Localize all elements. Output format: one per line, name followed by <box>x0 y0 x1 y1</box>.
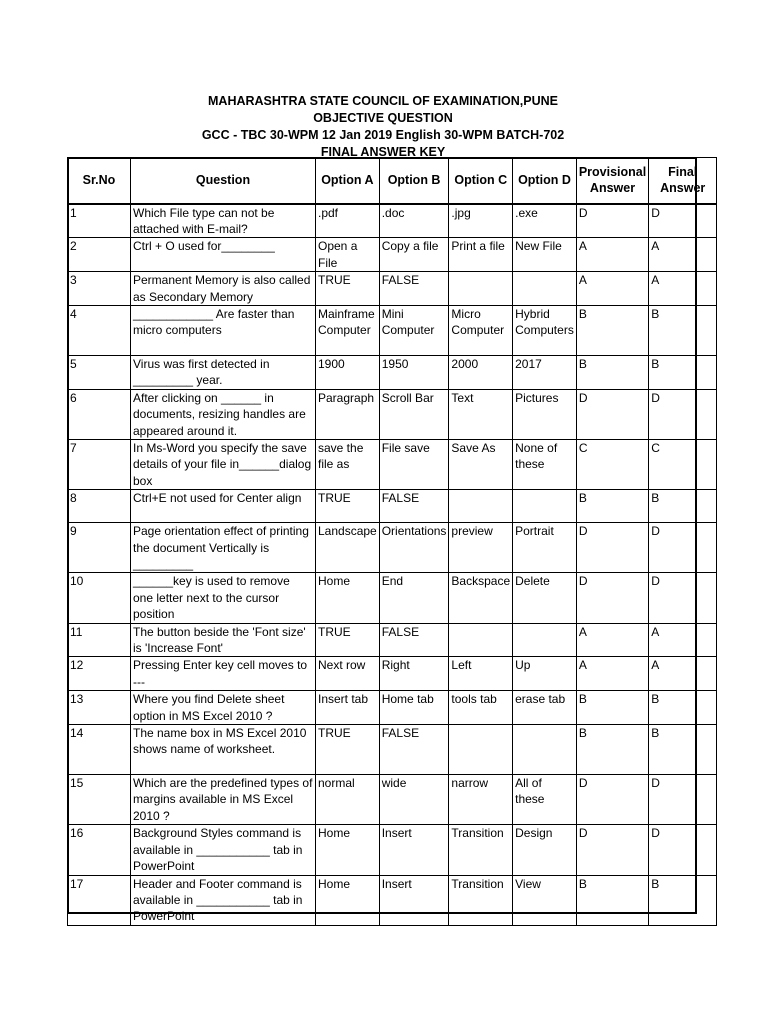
option-c-cell <box>449 272 513 306</box>
question-cell: Pressing Enter key cell moves to --- <box>131 657 316 691</box>
option-b-cell: File save <box>379 439 449 489</box>
table-header-row <box>68 158 717 204</box>
option-a-cell: normal <box>316 775 380 825</box>
option-d-cell <box>513 490 577 523</box>
col-provisional-header: Provisional Answer <box>576 158 648 204</box>
option-b-cell: Insert <box>379 825 449 875</box>
table-row <box>68 725 717 775</box>
col-sr-header: Sr.No <box>68 158 131 204</box>
option-b-cell: Home tab <box>379 691 449 725</box>
sr-cell: 2 <box>68 238 131 272</box>
provisional-answer-cell: A <box>576 238 648 272</box>
option-d-cell: 2017 <box>513 355 577 389</box>
exam-details: GCC - TBC 30-WPM 12 Jan 2019 English 30-WPM BATCH-702 <box>201 128 565 142</box>
question-cell: Ctrl + O used for________ <box>131 238 316 272</box>
question-cell: Ctrl+E not used for Center align <box>131 490 316 523</box>
final-answer-cell: B <box>649 490 717 523</box>
option-d-cell: New File <box>513 238 577 272</box>
option-c-cell <box>449 623 513 657</box>
sr-cell: 15 <box>68 775 131 825</box>
provisional-answer-cell: B <box>576 305 648 355</box>
sr-cell: 13 <box>68 691 131 725</box>
final-answer-cell: D <box>649 573 717 623</box>
table-row <box>68 439 717 489</box>
final-answer-cell: B <box>649 691 717 725</box>
provisional-answer-cell: B <box>576 691 648 725</box>
option-c-cell: Left <box>449 657 513 691</box>
option-d-cell <box>513 725 577 775</box>
table-row <box>68 691 717 725</box>
option-a-cell: Home <box>316 825 380 875</box>
option-b-cell: wide <box>379 775 449 825</box>
table-row <box>68 355 717 389</box>
option-a-cell: TRUE <box>316 623 380 657</box>
col-option-c-header: Option C <box>449 158 513 204</box>
table-row <box>68 657 717 691</box>
option-a-cell: .pdf <box>316 204 380 238</box>
provisional-answer-cell: D <box>576 825 648 875</box>
provisional-answer-cell: A <box>576 657 648 691</box>
option-a-cell: save the file as <box>316 439 380 489</box>
option-c-cell: preview <box>449 523 513 573</box>
question-cell: Background Styles command is available in ___________ tab in PowerPoint <box>131 825 316 875</box>
provisional-answer-cell: D <box>576 573 648 623</box>
sr-cell: 6 <box>68 389 131 439</box>
sr-cell: 11 <box>68 623 131 657</box>
provisional-answer-cell: B <box>576 725 648 775</box>
question-cell: Header and Footer command is available in ___________ tab in PowerPoint <box>131 875 316 925</box>
table-row <box>68 573 717 623</box>
option-d-cell: None of these <box>513 439 577 489</box>
table-row <box>68 490 717 523</box>
option-d-cell: .exe <box>513 204 577 238</box>
provisional-answer-cell: B <box>576 875 648 925</box>
option-d-cell: erase tab <box>513 691 577 725</box>
option-d-cell: Pictures <box>513 389 577 439</box>
option-d-cell: View <box>513 875 577 925</box>
provisional-answer-cell: D <box>576 523 648 573</box>
provisional-answer-cell: A <box>576 623 648 657</box>
table-row <box>68 389 717 439</box>
option-c-cell: Backspace <box>449 573 513 623</box>
option-d-cell: Portrait <box>513 523 577 573</box>
question-cell: Which File type can not be attached with E-mail? <box>131 204 316 238</box>
table-row <box>68 238 717 272</box>
option-b-cell: Orientations <box>379 523 449 573</box>
final-answer-cell: B <box>649 725 717 775</box>
sr-cell: 7 <box>68 439 131 489</box>
final-answer-cell: D <box>649 523 717 573</box>
table-row <box>68 272 717 306</box>
option-a-cell: Home <box>316 573 380 623</box>
option-a-cell: Open a File <box>316 238 380 272</box>
option-d-cell <box>513 272 577 306</box>
option-a-cell: TRUE <box>316 725 380 775</box>
question-cell: Where you find Delete sheet option in MS Excel 2010 ? <box>131 691 316 725</box>
option-a-cell: TRUE <box>316 272 380 306</box>
option-a-cell: Landscape <box>316 523 380 573</box>
table-row <box>68 305 717 355</box>
option-b-cell: FALSE <box>379 272 449 306</box>
option-c-cell: Print a file <box>449 238 513 272</box>
question-cell: The button beside the 'Font size' is 'Increase Font' <box>131 623 316 657</box>
final-answer-cell: A <box>649 272 717 306</box>
option-b-cell: 1950 <box>379 355 449 389</box>
question-cell: In Ms-Word you specify the save details of your file in______dialog box <box>131 439 316 489</box>
option-b-cell: .doc <box>379 204 449 238</box>
question-cell: After clicking on ______ in documents, resizing handles are appeared around it. <box>131 389 316 439</box>
col-option-d-header: Option D <box>513 158 577 204</box>
provisional-answer-cell: D <box>576 775 648 825</box>
option-a-cell: Insert tab <box>316 691 380 725</box>
option-b-cell: Mini Computer <box>379 305 449 355</box>
final-answer-cell: B <box>649 355 717 389</box>
question-cell: Permanent Memory is also called as Secondary Memory <box>131 272 316 306</box>
option-c-cell <box>449 725 513 775</box>
question-cell: ____________ Are faster than micro computers <box>131 305 316 355</box>
sr-cell: 10 <box>68 573 131 623</box>
option-c-cell: Transition <box>449 825 513 875</box>
option-c-cell: .jpg <box>449 204 513 238</box>
sr-cell: 5 <box>68 355 131 389</box>
option-a-cell: Mainframe Computer <box>316 305 380 355</box>
option-c-cell: tools tab <box>449 691 513 725</box>
final-answer-cell: C <box>649 439 717 489</box>
option-b-cell: Copy a file <box>379 238 449 272</box>
col-option-a-header: Option A <box>316 158 380 204</box>
option-c-cell: Transition <box>449 875 513 925</box>
option-c-cell: Micro Computer <box>449 305 513 355</box>
question-cell: Which are the predefined types of margins available in MS Excel 2010 ? <box>131 775 316 825</box>
option-b-cell: Scroll Bar <box>379 389 449 439</box>
option-a-cell: TRUE <box>316 490 380 523</box>
col-option-b-header: Option B <box>379 158 449 204</box>
option-b-cell: Right <box>379 657 449 691</box>
council-title: MAHARASHTRA STATE COUNCIL OF EXAMINATION,PUNE <box>208 94 558 108</box>
final-answer-cell: D <box>649 825 717 875</box>
option-a-cell: 1900 <box>316 355 380 389</box>
sr-cell: 16 <box>68 825 131 875</box>
table-row <box>68 523 717 573</box>
option-a-cell: Home <box>316 875 380 925</box>
question-cell: Page orientation effect of printing the document Vertically is _________ <box>131 523 316 573</box>
final-answer-cell: A <box>649 238 717 272</box>
option-a-cell: Next row <box>316 657 380 691</box>
final-answer-cell: B <box>649 305 717 355</box>
final-answer-cell: D <box>649 204 717 238</box>
table-row <box>68 623 717 657</box>
sr-cell: 17 <box>68 875 131 925</box>
option-c-cell <box>449 490 513 523</box>
table-row <box>68 875 717 925</box>
answer-key-title: FINAL ANSWER KEY <box>320 145 446 159</box>
final-answer-cell: A <box>649 657 717 691</box>
question-cell: ______key is used to remove one letter next to the cursor position <box>131 573 316 623</box>
table-row <box>68 775 717 825</box>
option-c-cell: narrow <box>449 775 513 825</box>
provisional-answer-cell: A <box>576 272 648 306</box>
provisional-answer-cell: D <box>576 204 648 238</box>
option-c-cell: 2000 <box>449 355 513 389</box>
sr-cell: 12 <box>68 657 131 691</box>
option-b-cell: FALSE <box>379 490 449 523</box>
sr-cell: 9 <box>68 523 131 573</box>
final-answer-cell: D <box>649 775 717 825</box>
provisional-answer-cell: B <box>576 490 648 523</box>
sr-cell: 14 <box>68 725 131 775</box>
provisional-answer-cell: B <box>576 355 648 389</box>
sr-cell: 3 <box>68 272 131 306</box>
question-cell: The name box in MS Excel 2010 shows name of worksheet. <box>131 725 316 775</box>
provisional-answer-cell: D <box>576 389 648 439</box>
final-answer-cell: B <box>649 875 717 925</box>
provisional-answer-cell: C <box>576 439 648 489</box>
option-d-cell: Design <box>513 825 577 875</box>
col-final-header: Final Answer <box>649 158 717 204</box>
option-c-cell: Text <box>449 389 513 439</box>
option-d-cell: Delete <box>513 573 577 623</box>
final-answer-cell: D <box>649 389 717 439</box>
sr-cell: 8 <box>68 490 131 523</box>
table-row <box>68 204 717 238</box>
question-cell: Virus was first detected in _________ year. <box>131 355 316 389</box>
option-c-cell: Save As <box>449 439 513 489</box>
option-b-cell: Insert <box>379 875 449 925</box>
option-d-cell <box>513 623 577 657</box>
option-d-cell: Up <box>513 657 577 691</box>
sr-cell: 1 <box>68 204 131 238</box>
sr-cell: 4 <box>68 305 131 355</box>
option-b-cell: End <box>379 573 449 623</box>
table-row <box>68 825 717 875</box>
final-answer-cell: A <box>649 623 717 657</box>
doc-subtitle: OBJECTIVE QUESTION <box>313 111 453 125</box>
col-question-header: Question <box>131 158 316 204</box>
option-d-cell: Hybrid Computers <box>513 305 577 355</box>
option-b-cell: FALSE <box>379 623 449 657</box>
answer-key-table <box>67 157 717 926</box>
option-a-cell: Paragraph <box>316 389 380 439</box>
document-header <box>68 93 698 161</box>
option-b-cell: FALSE <box>379 725 449 775</box>
option-d-cell: All of these <box>513 775 577 825</box>
